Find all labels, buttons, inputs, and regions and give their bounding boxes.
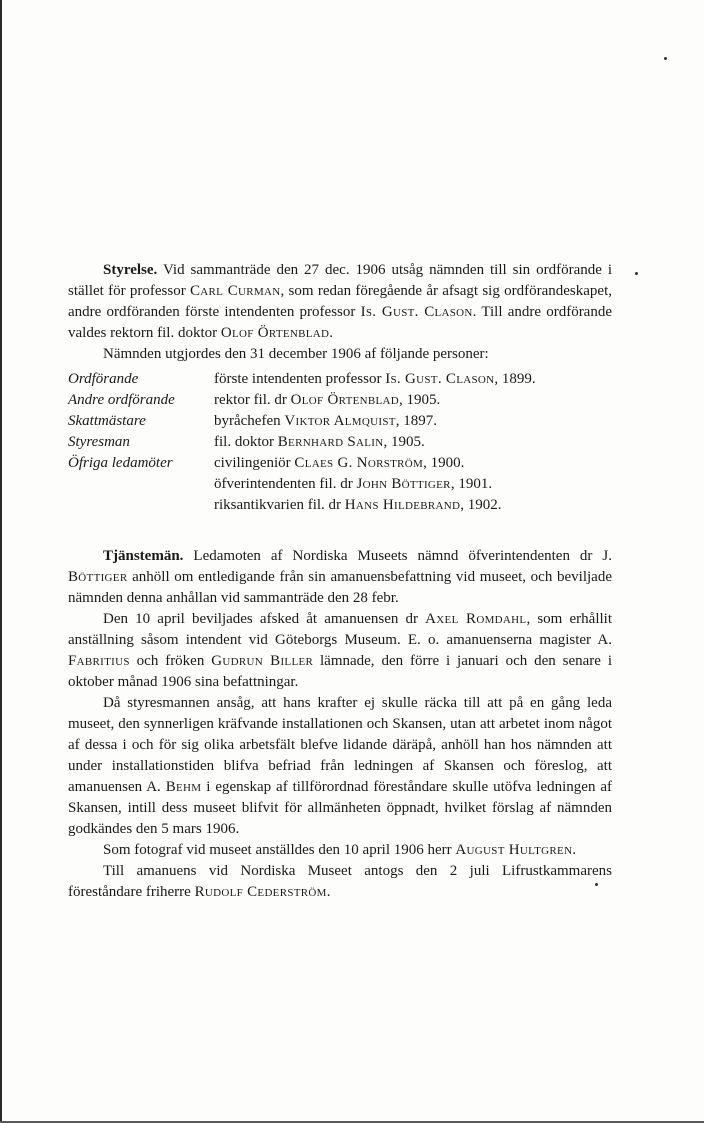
text-run: och fröken	[129, 653, 212, 669]
person-name: Fabritius	[68, 653, 130, 669]
styrelse-paragraph	[68, 260, 612, 344]
member-year: , 1899.	[494, 371, 536, 387]
member-name: Hans Hildebrand	[344, 497, 461, 513]
text-run: Den 10 april beviljades afsked åt amanuensen dr	[103, 611, 426, 627]
person-name: Carl Curman	[189, 283, 281, 299]
speck-mark	[664, 57, 667, 60]
text-run: .	[329, 325, 334, 341]
member-year: , 1902.	[460, 497, 502, 513]
person-name: Is. Gust. Clason	[360, 304, 473, 320]
board-role: Skattmästare	[68, 413, 146, 429]
speck-mark	[635, 272, 638, 275]
member-year: , 1900.	[423, 455, 465, 471]
member-title: byråchefen	[214, 413, 285, 429]
member-title: rektor fil. dr	[214, 392, 291, 408]
text-run: .	[572, 842, 577, 858]
board-role: Styresman	[68, 434, 130, 450]
board-role: Ordförande	[68, 371, 139, 387]
text-run: Vid sammanträde den 27 dec. 1906 utsåg nämnden till sin ordförande i stället för professor	[68, 262, 613, 299]
board-member-list	[68, 369, 612, 516]
board-member	[214, 474, 612, 495]
person-name: Gudrun Biller	[211, 653, 314, 669]
person-name: Böttiger	[68, 569, 128, 585]
board-member	[214, 411, 612, 432]
body-paragraph	[68, 693, 612, 840]
section-heading-tjanstemän: Tjänstemän.	[103, 548, 184, 564]
member-title: förste intendenten professor	[214, 371, 386, 387]
text-run: Ledamoten af Nordiska Museets nämnd öfverintendenten dr J.	[193, 548, 613, 564]
text-run: . Till andre ordförande valdes rektorn fil. doktor	[68, 304, 612, 341]
person-name: August Hultgren	[455, 842, 573, 858]
member-name: Olof Örtenblad	[290, 392, 400, 408]
text-run: i egenskap af tillförordnad föreståndare skulle utöfva ledningen af Skansen, intill dess museet blifvit för allmänheten öppnadt, hvilket förslag af nämnden godkändes den 5 mars 1906.	[68, 779, 612, 837]
text-run: Som fotograf vid museet anställdes den 10 april 1906 herr	[103, 842, 456, 858]
board-member	[214, 390, 612, 411]
section-heading-styrelse: Styrelse.	[103, 262, 158, 278]
board-role	[68, 495, 214, 516]
body-paragraph	[68, 609, 612, 693]
board-role: Öfriga ledamöter	[68, 455, 173, 471]
text-run: , som erhållit anställning såsom intendent vid Göteborgs Museum. E. o. amanuenserna magister A.	[68, 611, 612, 648]
board-member	[214, 369, 612, 390]
text-run: Då styresmannen ansåg, att hans krafter ej skulle räcka till att på en gång leda museet, den synnerligen kräfvande installationen och Skansen, utan att arbetet inom något af dessa i och för sig olika arbetsfält blefve lidande däräpå, anhöll han hos nämnden att under installationstiden blifva befriad från ledningen af Skansen och föreslog, att amanuensen A.	[68, 695, 612, 795]
board-intro: Nämnden utgjordes den 31 december 1906 af följande personer:	[103, 346, 489, 362]
member-title: riksantikvarien fil. dr	[214, 497, 345, 513]
member-name: Viktor Almquist	[284, 413, 396, 429]
member-name: Is. Gust. Clason	[385, 371, 495, 387]
person-name: Olof Örtenblad	[220, 325, 330, 341]
tjanstemän-paragraph	[68, 546, 612, 609]
member-year: , 1905.	[383, 434, 425, 450]
page-edge	[0, 0, 2, 1123]
member-name: Bernhard Salin	[277, 434, 384, 450]
board-role: Andre ordförande	[68, 392, 175, 408]
body-paragraph	[68, 840, 612, 861]
member-year: , 1901.	[450, 476, 493, 492]
board-member	[214, 495, 612, 516]
member-title: öfverintendenten fil. dr	[214, 476, 357, 492]
member-year: , 1897.	[395, 413, 438, 429]
person-name: Behm	[165, 779, 202, 795]
text-run: lämnade, den förre i januari och den senare i oktober månad 1906 sina befattningar.	[68, 653, 612, 690]
member-year: , 1905.	[399, 392, 441, 408]
person-name: Rudolf Cederström	[194, 884, 327, 900]
board-member	[214, 432, 612, 453]
text-run: , som redan föregående år afsagt sig ordförandeskapet, andre ordföranden förste intendenten professor	[68, 283, 612, 320]
member-title: fil. doktor	[214, 434, 278, 450]
member-name: John Böttiger	[356, 476, 451, 492]
member-name: Claes G. Norström	[294, 455, 424, 471]
body-paragraph	[68, 861, 612, 903]
text-run: Till amanuens vid Nordiska Museet antogs den 2 juli Lifrustkammarens föreståndare friherre	[68, 863, 612, 900]
board-role	[68, 474, 214, 495]
section-spacer	[68, 516, 612, 546]
member-title: civilingeniör	[214, 455, 295, 471]
board-member	[214, 453, 612, 474]
document-body	[68, 260, 612, 903]
person-name: Axel Romdahl	[425, 611, 527, 627]
text-run: .	[326, 884, 331, 900]
text-run: anhöll om entledigande från sin amanuensbefattning vid museet, och beviljade nämnden denna anhållan vid sammanträde den 28 febr.	[68, 569, 612, 606]
